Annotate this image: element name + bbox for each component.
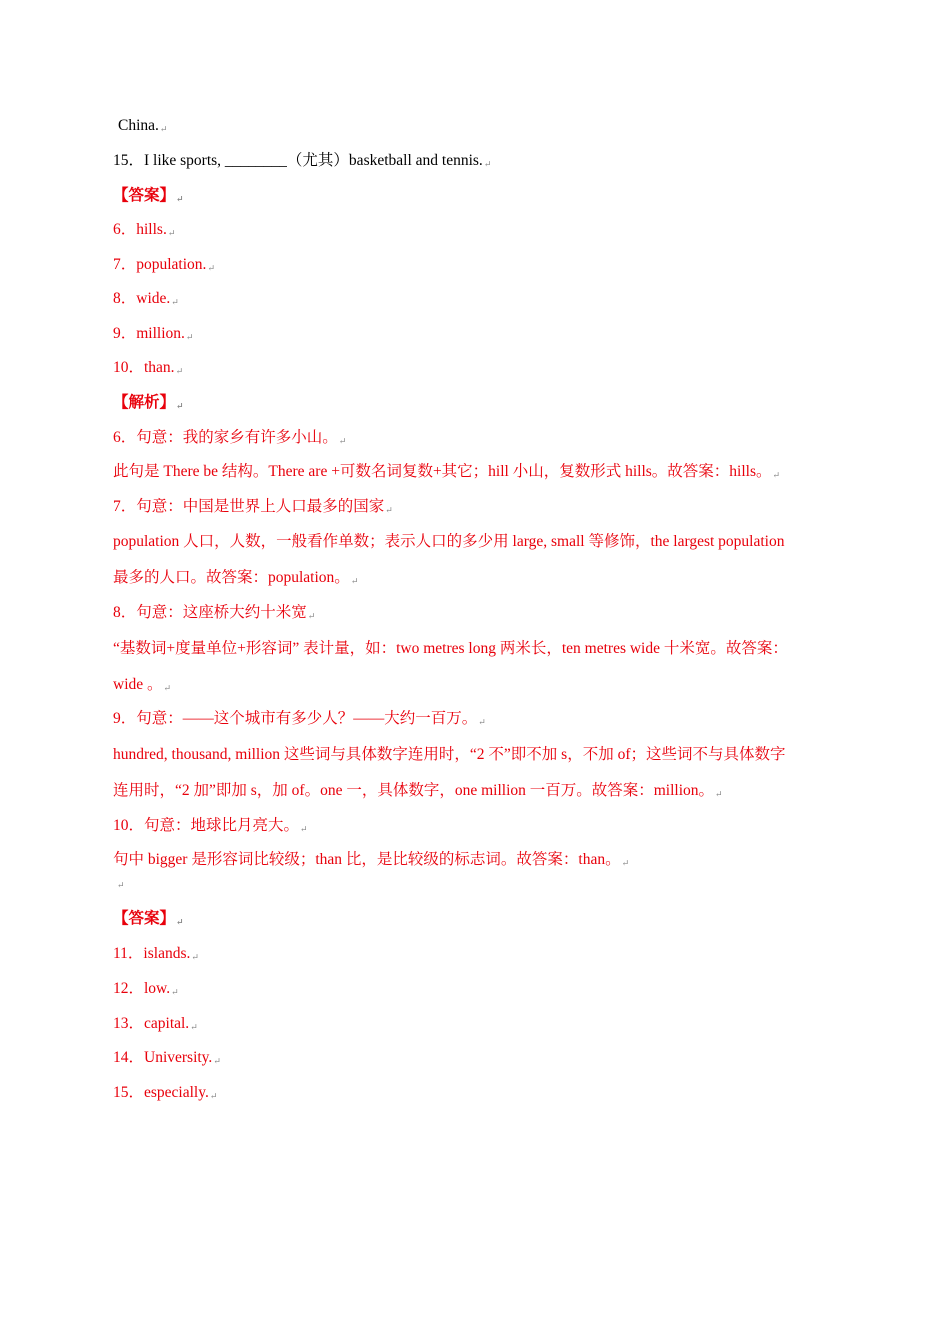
analysis-9-conclusion: 连用时，“2 加”即加 s，加 of。one 一，具体数字，one million 一百万。故答案：million。↵ <box>113 782 723 799</box>
answer-7: 7．population.↵ <box>113 256 215 273</box>
answer-8: 8．wide.↵ <box>113 290 179 307</box>
answer-13: 13．capital.↵ <box>113 1015 198 1032</box>
analysis-9-explanation: hundred, thousand, million 这些词与具体数字连用时，“2 不”即不加 s，不加 of；这些词不与具体数字 <box>113 746 786 763</box>
analysis-heading: 【解析】↵ <box>113 394 184 411</box>
answer-12: 12．low.↵ <box>113 980 179 997</box>
empty-paragraph: ↵ <box>117 880 125 890</box>
answer-14: 14．University.↵ <box>113 1049 221 1066</box>
question-15: 15．I like sports, ________（尤其）basketball and tennis.↵ <box>113 152 492 169</box>
analysis-6-explanation: 此句是 There be 结构。There are +可数名词复数+其它；hill 小山，复数形式 hills。故答案：hills。↵ <box>113 463 781 480</box>
analysis-10-explanation: 句中 bigger 是形容词比较级；than 比，是比较级的标志词。故答案：than。↵ <box>113 851 630 868</box>
analysis-8-meaning: 8．句意：这座桥大约十米宽↵ <box>113 604 316 621</box>
analysis-7-meaning: 7．句意：中国是世界上人口最多的国家↵ <box>113 498 393 515</box>
analysis-9-meaning: 9．句意：——这个城市有多少人？——大约一百万。↵ <box>113 710 486 727</box>
answer-15: 15．especially.↵ <box>113 1084 218 1101</box>
analysis-8-explanation: “基数词+度量单位+形容词” 表计量，如：two metres long 两米长，ten metres wide 十米宽。故答案： <box>113 640 788 657</box>
analysis-7-explanation: population 人口，人数，一般看作单数；表示人口的多少用 large, small 等修饰，the largest population <box>113 533 785 550</box>
analysis-8-conclusion: wide 。↵ <box>113 676 172 693</box>
answer-heading-2: 【答案】↵ <box>113 910 184 927</box>
analysis-6-meaning: 6．句意：我的家乡有许多小山。↵ <box>113 429 347 446</box>
answer-6: 6．hills.↵ <box>113 221 176 238</box>
analysis-7-conclusion: 最多的人口。故答案：population。↵ <box>113 569 359 586</box>
text-line-1: China.↵ <box>118 117 168 134</box>
answer-heading-1: 【答案】↵ <box>113 187 184 204</box>
answer-9: 9．million.↵ <box>113 325 194 342</box>
analysis-10-meaning: 10．句意：地球比月亮大。↵ <box>113 817 308 834</box>
answer-11: 11．islands.↵ <box>113 945 199 962</box>
answer-10: 10．than.↵ <box>113 359 184 376</box>
